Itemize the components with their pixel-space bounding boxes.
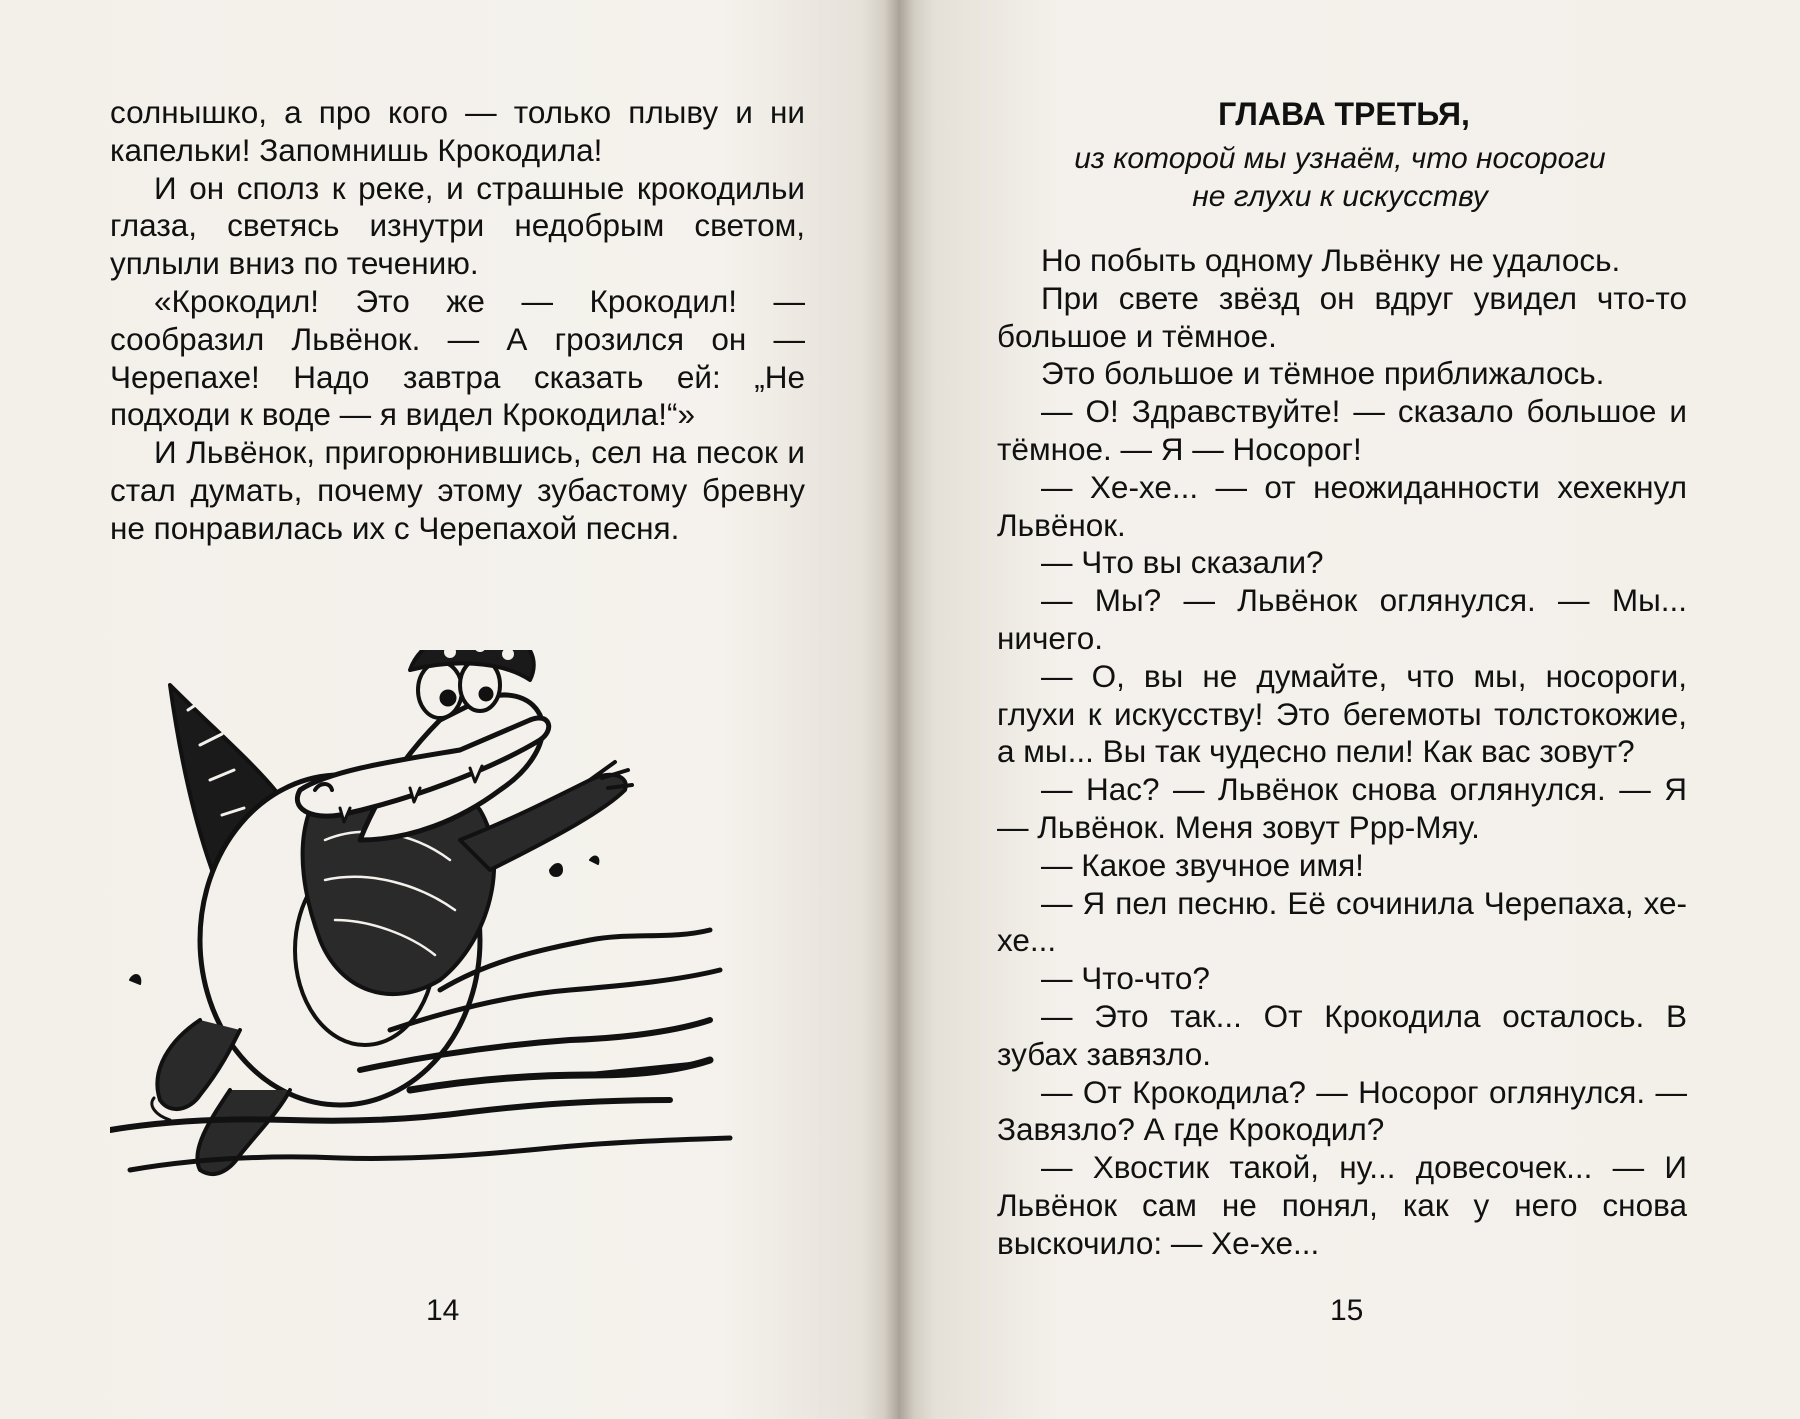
paragraph: И он сполз к реке, и страшные крокодильи глаза, светясь изнутри недобрым светом, уплыли вниз по течению. — [110, 169, 805, 282]
paragraph: — О! Здравствуйте! — сказало большое и тёмное. — Я — Носорог! — [997, 393, 1687, 467]
paragraph: солнышко, а про кого — только плыву и ни капельки! Запомнишь Крокодила! — [110, 94, 805, 168]
book-gutter — [884, 0, 914, 1419]
paragraph: Это большое и тёмное приближалось. — [1041, 355, 1605, 392]
paragraph: — О, вы не думайте, что мы, носороги, глухи к искусству! Это бегемоты толстокожие, а мы... Вы так чудесно пели! Как вас зовут? — [997, 657, 1687, 770]
chapter-title: ГЛАВА ТРЕТЬЯ, — [1218, 96, 1470, 132]
paragraph: — Я пел песню. Её сочинила Черепаха, хе-хе... — [997, 884, 1687, 959]
paragraph: Но побыть одному Львёнку не удалось. — [1041, 242, 1621, 278]
paragraph: — Мы? — Львёнок оглянулся. — Мы... ничего. — [997, 582, 1687, 656]
paragraph: — Нас? — Львёнок снова оглянулся. — Я — Львёнок. Меня зовут Ррр-Мяу. — [997, 771, 1687, 845]
paragraph: При свете звёзд он вдруг увидел что-то большое и тёмное. — [997, 279, 1687, 354]
paragraph: — Хе-хе... — от неожиданности хехекнул Львёнок. — [997, 468, 1687, 543]
paragraph: — Что-что? — [1041, 960, 1210, 997]
paragraph: — Это так... От Крокодила осталось. В зубах завязло. — [997, 997, 1687, 1072]
chapter-subtitle-line: не глухи к искусству — [1192, 180, 1488, 213]
chapter-subtitle — [1060, 140, 1620, 216]
chapter-subtitle-line: из которой мы узнаём, что носороги — [1074, 142, 1606, 175]
paragraph: И Львёнок, пригорюнившись, сел на песок и стал думать, почему этому зубастому бревну не понравилась их с Черепахой песня. — [110, 434, 805, 546]
right-page-text — [997, 242, 1687, 1263]
paragraph: — От Крокодила? — Носорог оглянулся. — Завязло? А где Крокодил? — [997, 1073, 1687, 1148]
paragraph: — Какое звучное имя! — [1041, 846, 1364, 883]
page-number-right: 15 — [1330, 1294, 1364, 1327]
paragraph: — Хвостик такой, ну... довесочек... — И Львёнок сам не понял, как у него снова выскочило: — Хе-хе... — [997, 1149, 1687, 1261]
paragraph: — Что вы сказали? — [1041, 544, 1324, 581]
left-page-text — [110, 94, 805, 548]
page-number-left: 14 — [426, 1294, 460, 1327]
crocodile-illustration — [110, 650, 810, 1210]
paragraph: «Крокодил! Это же — Крокодил! — сообразил Львёнок. — А грозился он — Черепахе! Надо завтра сказать ей: „Не подходи к воде — я видел Крокодила!“» — [110, 282, 805, 433]
